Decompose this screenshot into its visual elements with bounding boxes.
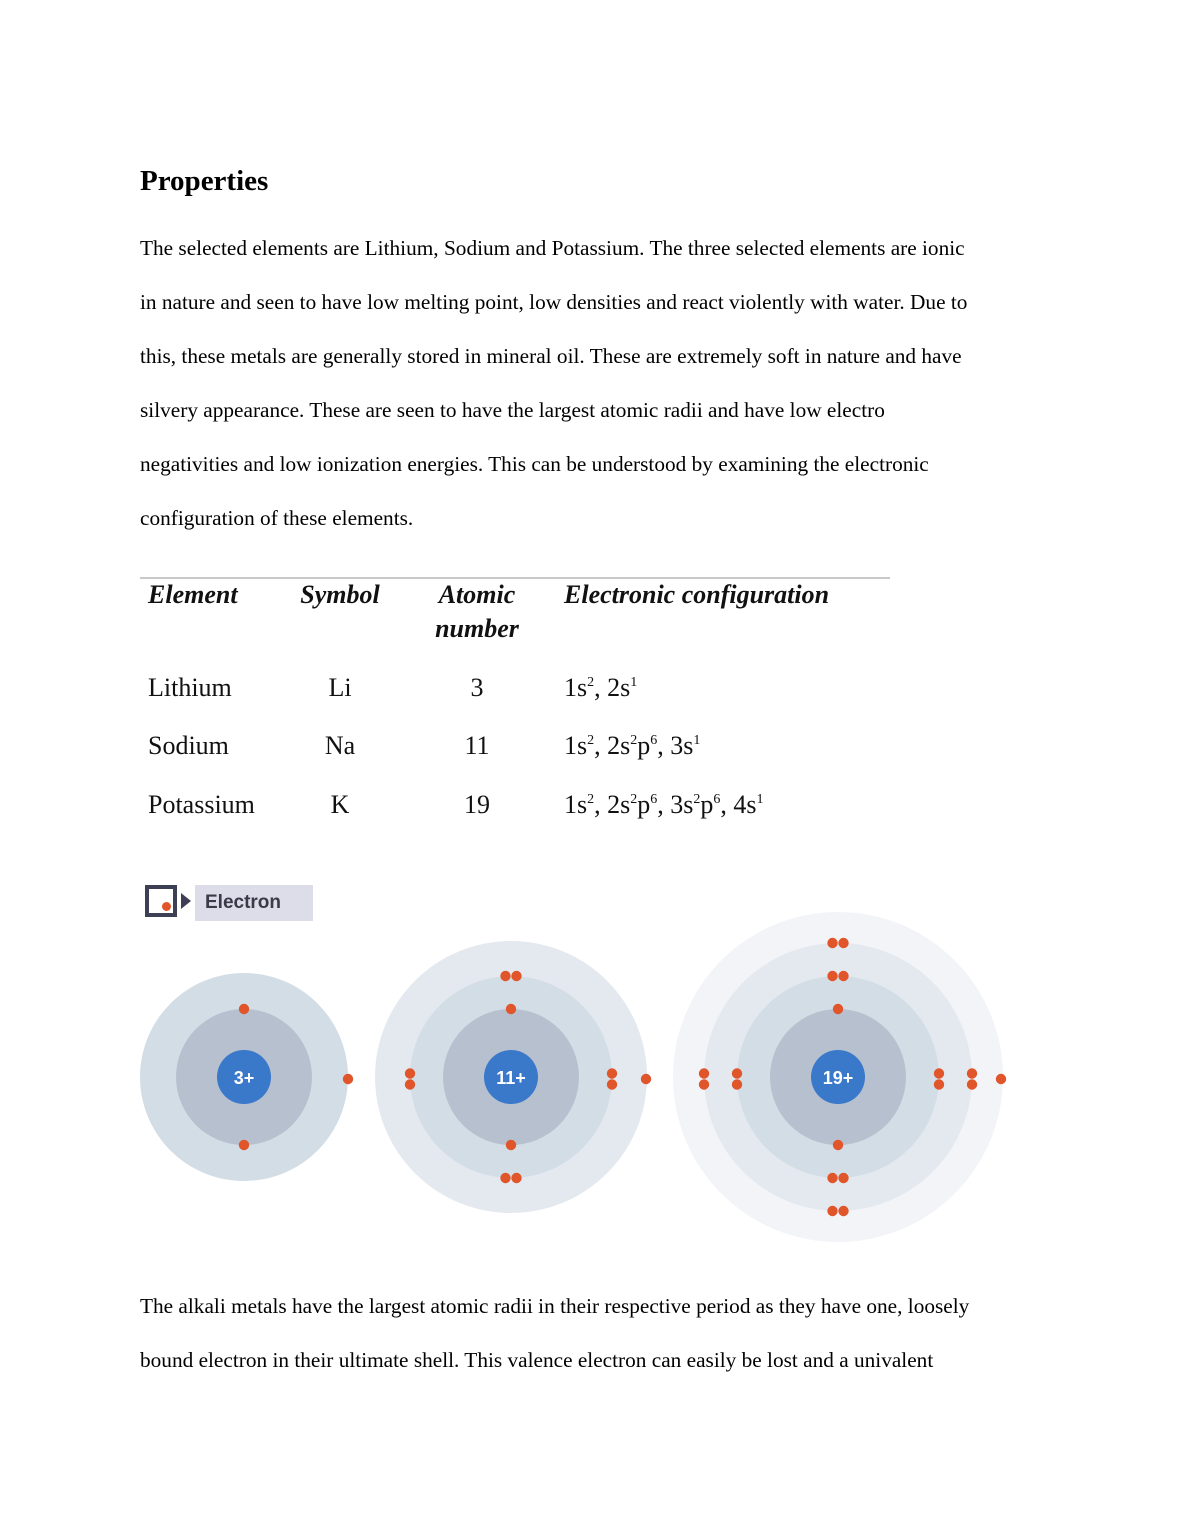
electron [833, 1140, 843, 1150]
electron [239, 1140, 249, 1150]
row-lithium-config: $1s^2$, $2s^1$ [564, 673, 638, 702]
electron [934, 1068, 944, 1078]
electron [699, 1079, 709, 1089]
electron [511, 971, 521, 981]
row-potassium-config: $1s^2$, $2s^2p^6$, $3s^2p^6$, $4s^1$ [564, 790, 764, 819]
electron [506, 1004, 516, 1014]
electron [996, 1074, 1006, 1084]
electron [343, 1074, 353, 1084]
nucleus-charge-label: 19+ [822, 1068, 854, 1088]
electron [607, 1068, 617, 1078]
electron [732, 1079, 742, 1089]
electron [934, 1079, 944, 1089]
row-lithium-element: Lithium [148, 673, 232, 702]
electron [405, 1068, 415, 1078]
electron-legend-label: Electron [195, 885, 313, 921]
row-potassium-number: 19 [464, 790, 490, 819]
paragraph-line: in nature and seen to have low melting point, low densities and react violently with water. Due to [140, 290, 968, 314]
section-heading: Properties [140, 165, 269, 197]
paragraph-line: configuration of these elements. [140, 506, 414, 530]
electron [967, 1068, 977, 1078]
electron [641, 1074, 651, 1084]
electron [838, 1206, 848, 1216]
paragraph-line: The selected elements are Lithium, Sodium and Potassium. The three selected elements are ionic [140, 236, 965, 260]
electron [827, 938, 837, 948]
electron [838, 938, 848, 948]
electron [511, 1173, 521, 1183]
header-element: Element [148, 580, 238, 609]
atom-potassium [673, 912, 1006, 1242]
header-symbol: Symbol [300, 580, 380, 609]
electron [405, 1079, 415, 1089]
electron [500, 971, 510, 981]
electron [838, 1173, 848, 1183]
header-atomic-number-line2: number [435, 614, 519, 643]
electron [833, 1004, 843, 1014]
electron [827, 1173, 837, 1183]
electron [239, 1004, 249, 1014]
paragraph-atomic-radii [140, 1279, 1060, 1387]
row-potassium-element: Potassium [148, 790, 255, 819]
electron [827, 1206, 837, 1216]
electron [732, 1068, 742, 1078]
paragraph-line: silvery appearance. These are seen to have the largest atomic radii and have low electro [140, 398, 885, 422]
row-sodium-number: 11 [464, 731, 490, 760]
electron [607, 1079, 617, 1089]
header-atomic-number-line1: Atomic [438, 580, 516, 609]
row-lithium-number: 3 [470, 673, 484, 702]
electron [500, 1173, 510, 1183]
paragraph-line: negativities and low ionization energies. This can be understood by examining the electronic [140, 452, 929, 476]
electron [506, 1140, 516, 1150]
row-sodium-config: $1s^2$, $2s^2p^6$, $3s^1$ [564, 731, 701, 760]
electron [838, 971, 848, 981]
nucleus-charge-label: 3+ [233, 1068, 255, 1088]
electron [827, 971, 837, 981]
paragraph-line: bound electron in their ultimate shell. This valence electron can easily be lost and a univalent [140, 1348, 934, 1372]
atom-lithium [140, 973, 353, 1181]
paragraph-line: this, these metals are generally stored in mineral oil. These are extremely soft in nature and have [140, 344, 962, 368]
electron [967, 1079, 977, 1089]
electron [699, 1068, 709, 1078]
row-lithium-symbol: Li [328, 673, 352, 702]
atom-sodium [375, 941, 651, 1213]
paragraph-line: The alkali metals have the largest atomic radii in their respective period as they have one, loosely [140, 1294, 970, 1318]
header-electronic-configuration: Electronic configuration [564, 580, 830, 609]
row-sodium-symbol: Na [324, 731, 356, 760]
row-sodium-element: Sodium [148, 731, 229, 760]
row-potassium-symbol: K [330, 790, 350, 819]
nucleus-charge-label: 11+ [496, 1068, 526, 1088]
